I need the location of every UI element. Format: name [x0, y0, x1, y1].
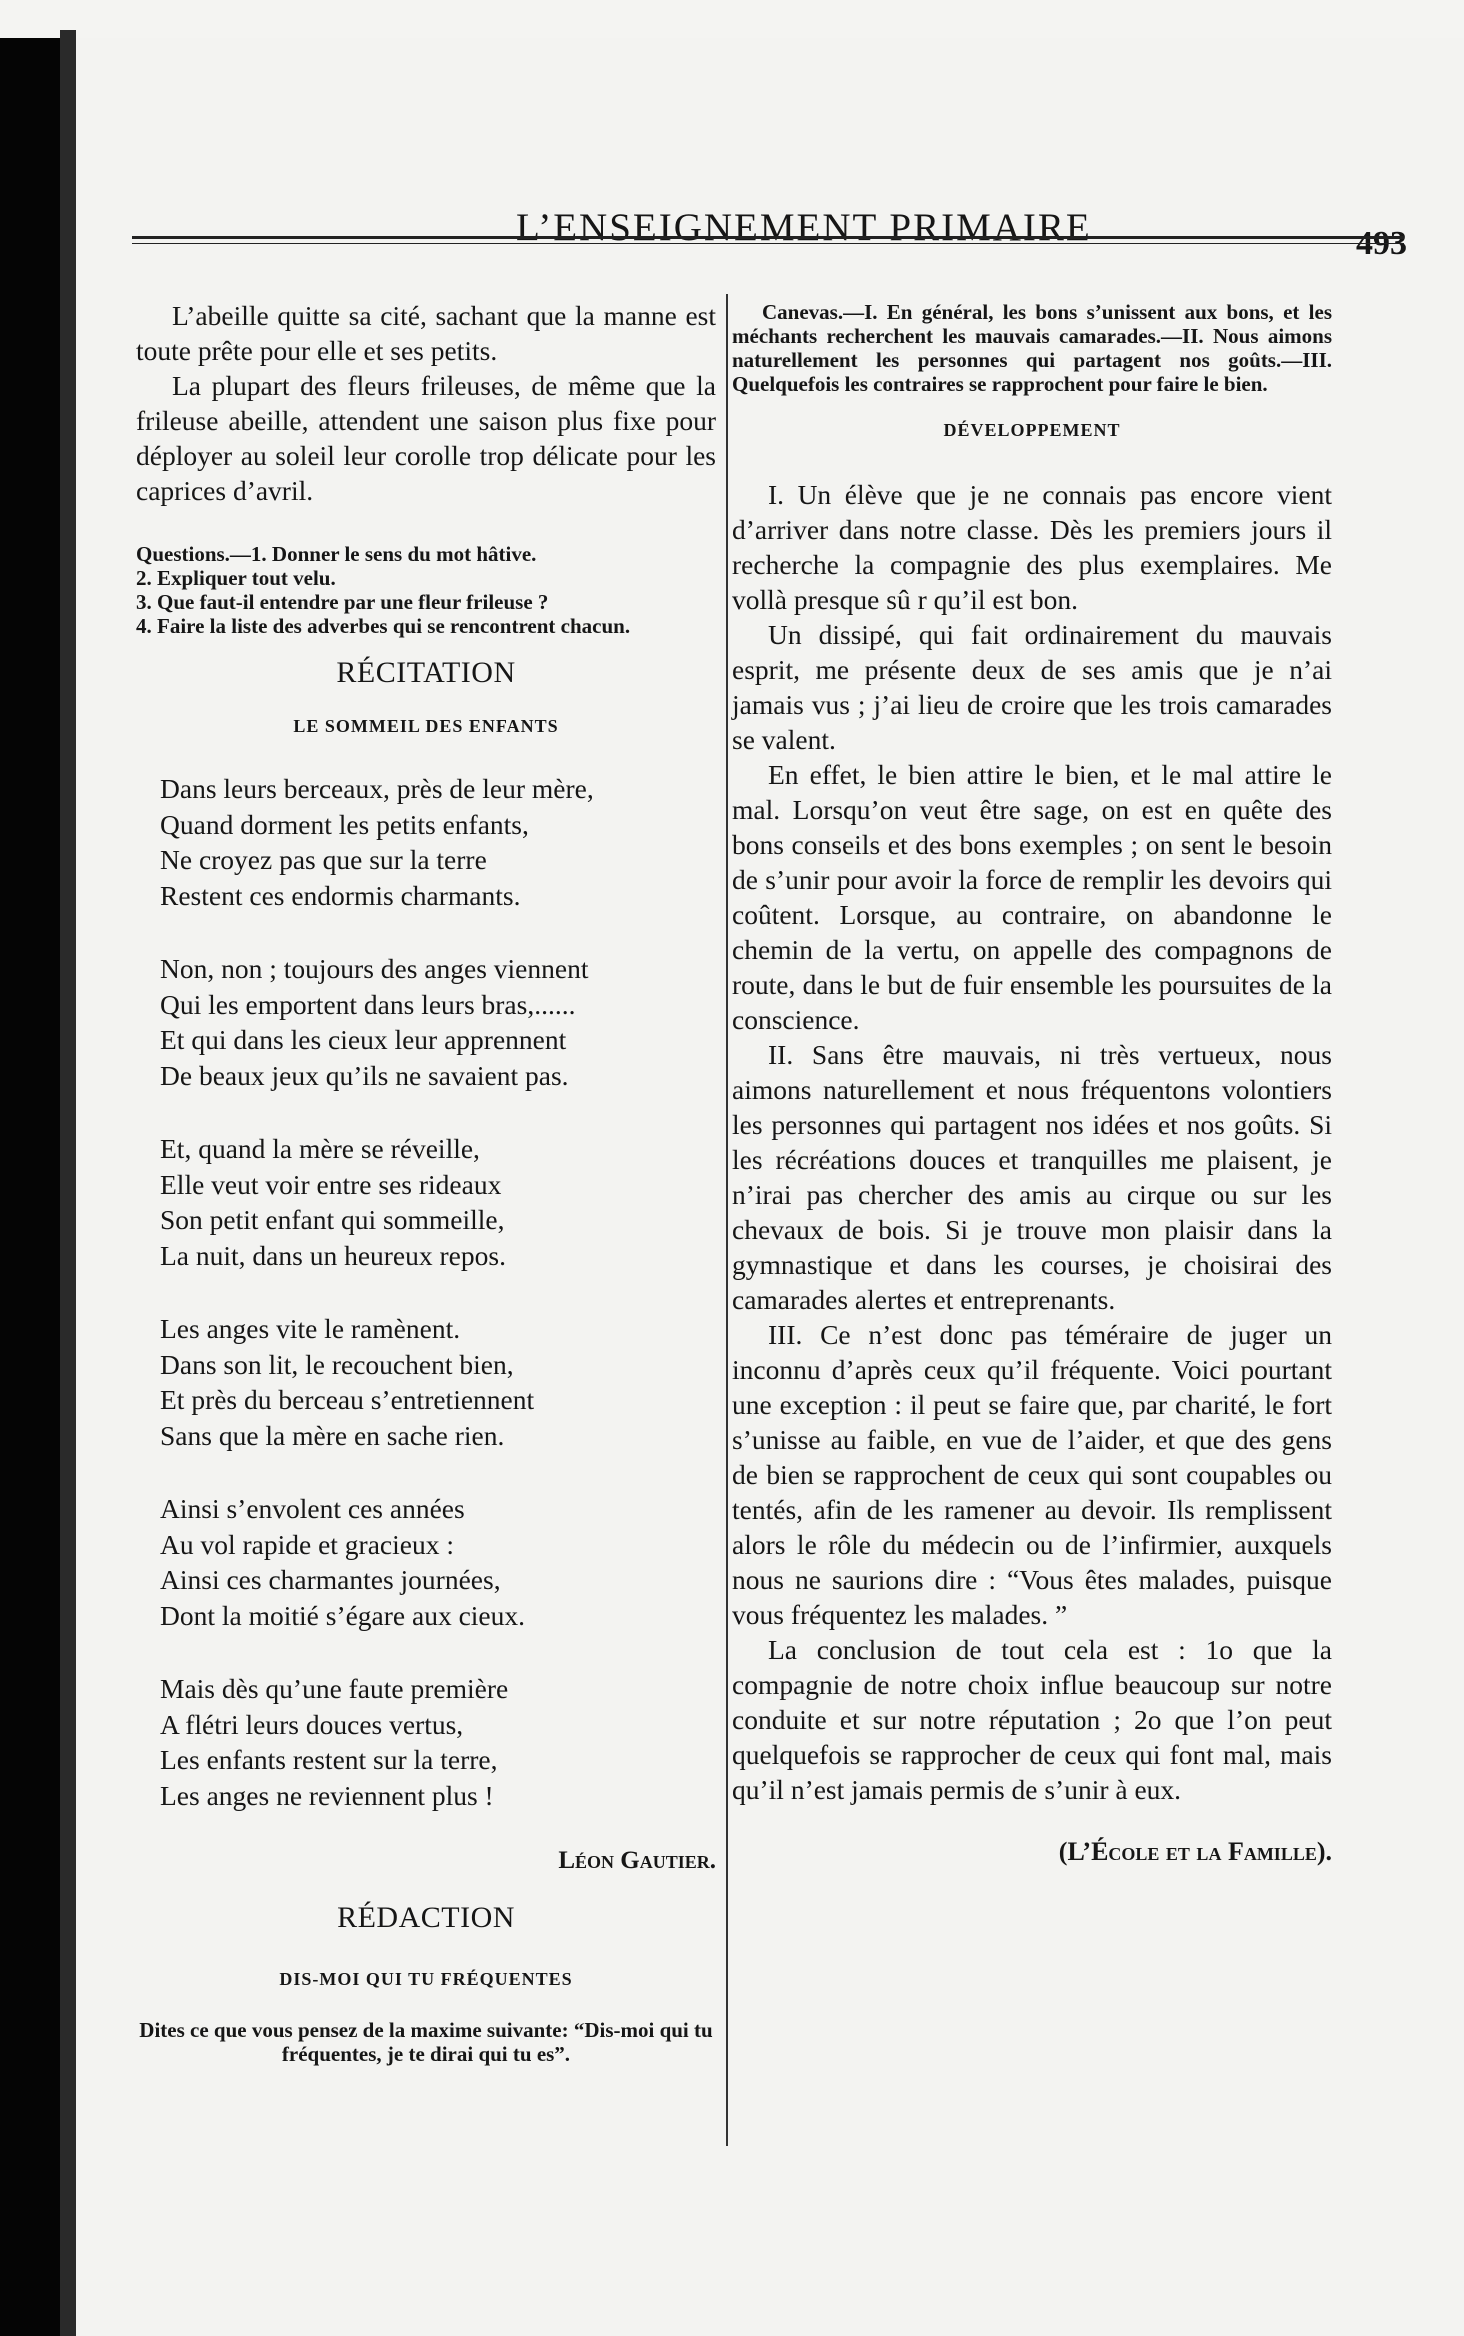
body-paragraph: Un dissipé, qui fait ordinairement du mauvais esprit, me présente deux de ses amis que je n’ai jamais vus ; j’ai lieu de croire que les trois camarades se valent. — [732, 619, 1332, 755]
poem-stanza — [160, 1671, 716, 1813]
body-paragraph: I. Un élève que je ne connais pas encore vient d’arriver dans notre classe. Dès les premiers jours il recherche la compagnie des plus exemplaires. Me vollà presque sû r qu’il est bon. — [732, 479, 1332, 615]
recitation-title: RÉCITATION — [336, 656, 516, 689]
poem-verse: Et près du berceau s’entretiennent — [160, 1384, 535, 1415]
poem-verse: La nuit, dans un heureux repos. — [160, 1239, 506, 1271]
poem-verse: Les anges ne reviennent plus ! — [160, 1779, 494, 1811]
poem-verse: De beaux jeux qu’ils ne savaient pas. — [160, 1059, 569, 1091]
canevas: Canevas.—I. En général, les bons s’unissent aux bons, et les méchants recherchent les mauvais camarades.—II. Nous aimons naturellement les personnes qui partagent nos goûts.—III. Quelquefois les contraires se rapprochent pour faire le bien. — [732, 300, 1332, 396]
left-column — [136, 300, 716, 2066]
question-line: Questions.—1. Donner le sens du mot hâtive. — [136, 542, 537, 566]
poem-verse: Restent ces endormis charmants. — [160, 879, 521, 911]
poem-verse: Et, quand la mère se réveille, — [160, 1133, 480, 1164]
redaction-subtitle: DIS-MOI QUI TU FRÉQUENTES — [279, 1969, 573, 1989]
poem-verse: Et qui dans les cieux leur apprennent — [160, 1024, 567, 1055]
body-paragraph: II. Sans être mauvais, ni très vertueux, nous aimons naturellement et nous fréquentons volontiers les personnes qui partagent nos idées et nos goûts. Si les récréations douces et tranquilles me plaisent, je n’irai pas chercher des amis au cirque ou sur les chevaux de bois. Si je trouve mon plaisir dans la gymnastique et dans les courses, je choisirai des camarades alertes et entreprenants. — [732, 1039, 1332, 1315]
poem-verse: Ne croyez pas que sur la terre — [160, 844, 487, 875]
body-paragraph: En effet, le bien attire le bien, et le mal attire le mal. Lorsqu’on veut être sage, on est en quête des bons conseils et des bons exemples ; on sent le besoin de s’unir pour avoir la force de remplir les devoirs qui coûtent. Lorsque, au contraire, on abandonne le chemin de la vertu, on appelle des compagnons de route, dans le but de fuir ensemble les poursuites de la conscience. — [732, 759, 1332, 1035]
poem-title: LE SOMMEIL DES ENFANTS — [293, 716, 559, 736]
poem-stanza — [160, 951, 716, 1093]
poem-verse: Non, non ; toujours des anges viennent — [160, 953, 589, 984]
column-divider — [726, 294, 728, 2146]
scan-top-margin — [0, 0, 1464, 38]
poem-verse: Son petit enfant qui sommeille, — [160, 1204, 505, 1235]
poem-stanza — [160, 1491, 716, 1633]
redaction-title: RÉDACTION — [337, 1901, 515, 1934]
poem-verse: Dans son lit, le recouchent bien, — [160, 1348, 514, 1380]
running-title: L’ENSEIGNEMENT PRIMAIRE — [516, 206, 1092, 249]
poem-stanza — [160, 1131, 716, 1273]
question-line: 3. Que faut-il entendre par une fleur frileuse ? — [136, 590, 549, 614]
poem-verse: Ainsi ces charmantes journées, — [160, 1564, 501, 1595]
intro-paragraph: L’abeille quitte sa cité, sachant que la manne est toute prête pour elle et ses petits. — [136, 300, 716, 366]
body-paragraph: III. Ce n’est donc pas téméraire de juger un inconnu d’après ceux qu’il fréquente. Voici pourtant une exception : il peut se faire que, par charité, le fort s’unisse au faible, en vue de l’aider, et que des gens de bien se rapprochent de ceux qui sont coupables ou tentés, afin de les ramener au devoir. Ils remplissent alors le rôle du médecin ou de l’infirmier, auxquels nous ne saurions dire : “Vous êtes malades, puisque vous fréquentez les malades. ” — [732, 1319, 1332, 1630]
source-citation: (L’École et la Famille). — [1058, 1837, 1332, 1866]
poem-author: Léon Gautier. — [558, 1847, 716, 1874]
redaction-prompt: Dites ce que vous pensez de la maxime suivante: “Dis-moi qui tu fréquentes, je te dirai qui tu es”. — [139, 2018, 713, 2066]
poem-verse: Qui les emportent dans leurs bras,...... — [160, 988, 576, 1020]
poem-verse: Les anges vite le ramènent. — [160, 1313, 461, 1344]
poem-verse: Mais dès qu’une faute première — [160, 1673, 509, 1704]
question-line: 4. Faire la liste des adverbes qui se rencontrent chacun. — [136, 614, 631, 638]
poem-verse: Les enfants restent sur la terre, — [160, 1744, 498, 1775]
book-binding — [60, 30, 76, 2336]
right-column — [732, 300, 1332, 1867]
book-page — [76, 38, 1464, 2336]
poem-stanza — [160, 1311, 716, 1453]
intro-paragraph: La plupart des fleurs frileuses, de même que la frileuse abeille, attendent une saison plus fixe pour déployer au soleil leur corolle trop délicate pour les caprices d’avril. — [136, 370, 716, 506]
poem-verse: Sans que la mère en sache rien. — [160, 1419, 505, 1451]
header-rule — [132, 236, 1404, 244]
developpement-title: DÉVELOPPEMENT — [943, 420, 1121, 440]
poem-verse: Quand dorment les petits enfants, — [160, 808, 529, 840]
poem-verse: Ainsi s’envolent ces années — [160, 1493, 465, 1524]
poem-verse: Elle veut voir entre ses rideaux — [160, 1168, 502, 1200]
question-line: 2. Expliquer tout velu. — [136, 566, 336, 590]
poem-verse: Au vol rapide et gracieux : — [160, 1528, 454, 1560]
body-paragraph: La conclusion de tout cela est : 1o que la compagnie de notre choix influe beaucoup sur notre conduite et sur notre réputation ; 2o que l’on peut quelquefois se rapprocher de ceux qui font mal, mais qu’il n’est jamais permis de s’unir à eux. — [732, 1634, 1332, 1805]
poem-stanza — [160, 771, 716, 913]
poem-verse: Dont la moitié s’égare aux cieux. — [160, 1599, 526, 1631]
poem — [136, 771, 716, 1813]
poem-verse: A flétri leurs douces vertus, — [160, 1708, 464, 1740]
poem-verse: Dans leurs berceaux, près de leur mère, — [160, 773, 594, 804]
page-number: 493 — [1356, 225, 1407, 262]
